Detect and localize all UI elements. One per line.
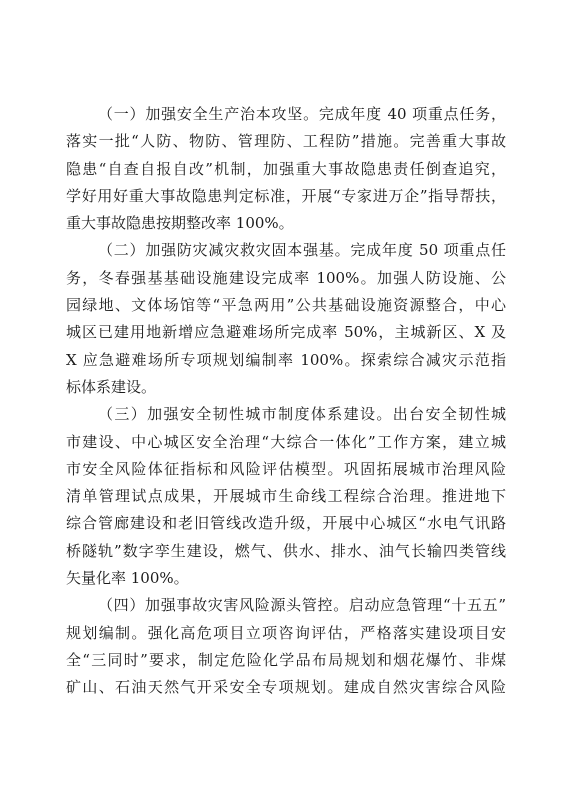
paragraph-4 xyxy=(66,592,506,701)
document-body xyxy=(66,101,506,702)
text-line: 市建设、中心城区安全治理“大综合一体化”工作方案，建立城 xyxy=(66,432,506,451)
text-line: （三）加强安全韧性城市制度体系建设。出台安全韧性城 xyxy=(98,405,506,424)
text-line: 综合管廊建设和老旧管线改造升级，开展中心城区“水电气讯路 xyxy=(66,514,506,533)
text-line: 全“三同时”要求，制定危险化学品布局规划和烟花爆竹、非煤 xyxy=(66,650,506,669)
text-line: 学好用好重大事故隐患判定标准，开展“专家进万企”指导帮扶， xyxy=(66,186,506,205)
text-line: 隐患“自查自报自改”机制，加强重大事故隐患责任倒查追究， xyxy=(66,159,506,178)
text-line: 标体系建设。 xyxy=(66,377,157,396)
text-line: 清单管理试点成果，开展城市生命线工程综合治理。推进地下 xyxy=(66,487,506,506)
text-line: 落实一批“人防、物防、管理防、工程防”措施。完善重大事故 xyxy=(66,132,506,151)
text-line: 矿山、石油天然气开采安全专项规划。建成自然灾害综合风险 xyxy=(66,678,506,697)
text-line: （一）加强安全生产治本攻坚。完成年度 40 项重点任务， xyxy=(98,105,506,123)
text-line: 矢量化率 100%。 xyxy=(66,569,189,588)
text-line: 规划编制。强化高危项目立项咨询评估，严格落实建设项目安 xyxy=(66,623,506,642)
text-line: 园绿地、文体场馆等“平急两用”公共基础设施资源整合，中心 xyxy=(66,296,506,315)
text-line: 城区已建用地新增应急避难场所完成率 50%，主城新区、X 及 xyxy=(66,323,506,342)
paragraph-3 xyxy=(66,401,506,592)
paragraph-1 xyxy=(66,101,506,237)
text-line: 重大事故隐患按期整改率 100%。 xyxy=(66,214,294,233)
text-line: 桥隧轨”数字孪生建设，燃气、供水、排水、油气长输四类管线 xyxy=(66,541,506,560)
text-line: 市安全风险体征指标和风险评估模型。巩固拓展城市治理风险 xyxy=(66,459,506,478)
text-line: （四）加强事故灾害风险源头管控。启动应急管理“十五五” xyxy=(98,596,506,615)
paragraph-2 xyxy=(66,237,506,401)
text-line: X 应急避难场所专项规划编制率 100%。探索综合减灾示范指 xyxy=(66,350,506,369)
text-line: 务，冬春强基基础设施建设完成率 100%。加强人防设施、公 xyxy=(66,268,506,287)
text-line: （二）加强防灾减灾救灾固本强基。完成年度 50 项重点任 xyxy=(98,241,506,260)
